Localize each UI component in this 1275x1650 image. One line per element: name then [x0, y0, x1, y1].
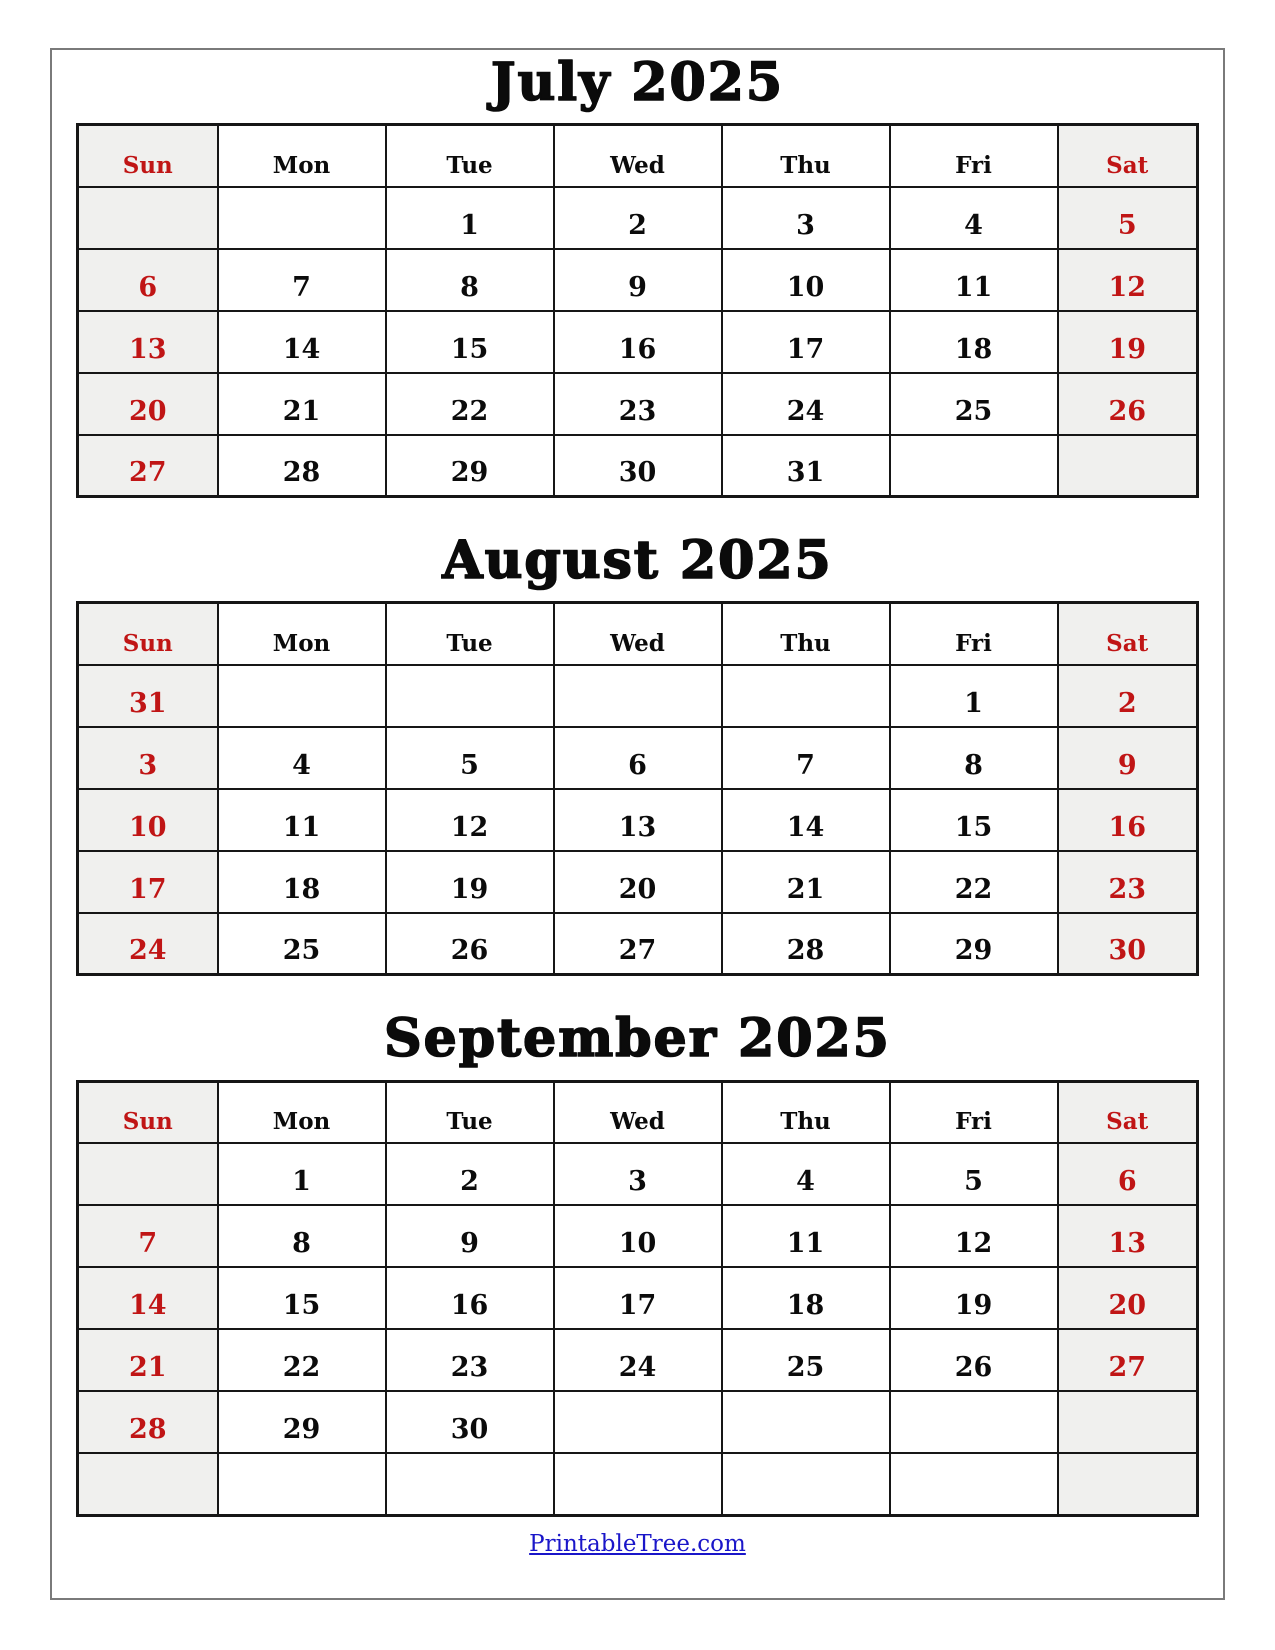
week-row — [78, 789, 1198, 851]
day-cell-4: 4 — [218, 727, 386, 789]
day-cell-13: 13 — [1058, 1205, 1198, 1267]
week-row — [78, 435, 1198, 497]
week-row — [78, 1329, 1198, 1391]
day-cell-9: 9 — [1058, 727, 1198, 789]
week-row — [78, 913, 1198, 975]
day-cell-2: 2 — [554, 187, 722, 249]
day-cell-empty — [386, 1453, 554, 1515]
day-cell-30: 30 — [554, 435, 722, 497]
day-cell-empty — [722, 665, 890, 727]
day-cell-24: 24 — [78, 913, 218, 975]
day-cell-empty — [78, 1453, 218, 1515]
day-cell-empty — [890, 435, 1058, 497]
day-cell-18: 18 — [722, 1267, 890, 1329]
day-cell-11: 11 — [890, 249, 1058, 311]
day-cell-22: 22 — [218, 1329, 386, 1391]
calendar-table-august — [76, 601, 1199, 976]
month-title-september: September 2025 — [384, 1008, 891, 1070]
month-section-august — [52, 532, 1223, 976]
weekday-header-thu: Thu — [722, 603, 890, 665]
day-cell-15: 15 — [386, 311, 554, 373]
day-cell-19: 19 — [1058, 311, 1198, 373]
day-cell-1: 1 — [890, 665, 1058, 727]
day-cell-empty — [722, 1453, 890, 1515]
day-cell-29: 29 — [218, 1391, 386, 1453]
day-cell-7: 7 — [722, 727, 890, 789]
week-row — [78, 187, 1198, 249]
day-cell-22: 22 — [386, 373, 554, 435]
weekday-header-wed: Wed — [554, 603, 722, 665]
weekday-header-mon: Mon — [218, 603, 386, 665]
weekday-header-sat: Sat — [1058, 125, 1198, 187]
day-cell-23: 23 — [1058, 851, 1198, 913]
day-cell-12: 12 — [890, 1205, 1058, 1267]
day-cell-20: 20 — [78, 373, 218, 435]
day-cell-3: 3 — [554, 1143, 722, 1205]
day-cell-15: 15 — [890, 789, 1058, 851]
day-cell-empty — [78, 1143, 218, 1205]
day-cell-17: 17 — [554, 1267, 722, 1329]
month-title-july: July 2025 — [490, 52, 785, 113]
day-cell-24: 24 — [554, 1329, 722, 1391]
day-cell-6: 6 — [554, 727, 722, 789]
day-cell-11: 11 — [218, 789, 386, 851]
week-row — [78, 1267, 1198, 1329]
weekday-header-sun: Sun — [78, 1081, 218, 1143]
day-cell-empty — [218, 665, 386, 727]
weekday-header-thu: Thu — [722, 1081, 890, 1143]
day-cell-11: 11 — [722, 1205, 890, 1267]
calendar-table-september — [76, 1080, 1199, 1517]
day-cell-21: 21 — [722, 851, 890, 913]
day-cell-26: 26 — [890, 1329, 1058, 1391]
month-section-september — [52, 1010, 1223, 1516]
day-cell-31: 31 — [78, 665, 218, 727]
day-cell-empty — [78, 187, 218, 249]
day-cell-6: 6 — [78, 249, 218, 311]
day-cell-23: 23 — [386, 1329, 554, 1391]
day-cell-2: 2 — [1058, 665, 1198, 727]
day-cell-2: 2 — [386, 1143, 554, 1205]
day-cell-3: 3 — [78, 727, 218, 789]
week-row — [78, 311, 1198, 373]
day-cell-1: 1 — [218, 1143, 386, 1205]
day-cell-29: 29 — [890, 913, 1058, 975]
day-cell-21: 21 — [218, 373, 386, 435]
day-cell-17: 17 — [78, 851, 218, 913]
week-row — [78, 1143, 1198, 1205]
day-cell-empty — [890, 1391, 1058, 1453]
week-row — [78, 249, 1198, 311]
day-cell-4: 4 — [890, 187, 1058, 249]
day-cell-12: 12 — [386, 789, 554, 851]
day-cell-27: 27 — [78, 435, 218, 497]
day-cell-26: 26 — [1058, 373, 1198, 435]
day-cell-23: 23 — [554, 373, 722, 435]
day-cell-7: 7 — [78, 1205, 218, 1267]
day-cell-20: 20 — [554, 851, 722, 913]
day-cell-19: 19 — [890, 1267, 1058, 1329]
day-cell-20: 20 — [1058, 1267, 1198, 1329]
day-cell-25: 25 — [722, 1329, 890, 1391]
day-cell-22: 22 — [890, 851, 1058, 913]
day-cell-28: 28 — [78, 1391, 218, 1453]
day-cell-3: 3 — [722, 187, 890, 249]
day-cell-15: 15 — [218, 1267, 386, 1329]
calendar-table-july — [76, 123, 1199, 498]
weekday-header-tue: Tue — [386, 125, 554, 187]
month-title-august: August 2025 — [442, 530, 833, 592]
calendar-page — [50, 48, 1225, 1600]
day-cell-26: 26 — [386, 913, 554, 975]
day-cell-21: 21 — [78, 1329, 218, 1391]
day-cell-14: 14 — [218, 311, 386, 373]
day-cell-14: 14 — [78, 1267, 218, 1329]
day-cell-25: 25 — [218, 913, 386, 975]
week-row — [78, 851, 1198, 913]
day-cell-empty — [890, 1453, 1058, 1515]
day-cell-10: 10 — [78, 789, 218, 851]
week-row — [78, 665, 1198, 727]
day-cell-17: 17 — [722, 311, 890, 373]
day-cell-empty — [722, 1391, 890, 1453]
weekday-header-fri: Fri — [890, 125, 1058, 187]
day-cell-18: 18 — [890, 311, 1058, 373]
weekday-header-wed: Wed — [554, 1081, 722, 1143]
weekday-header-mon: Mon — [218, 125, 386, 187]
day-cell-empty — [554, 665, 722, 727]
day-cell-16: 16 — [1058, 789, 1198, 851]
weekday-header-mon: Mon — [218, 1081, 386, 1143]
week-row — [78, 727, 1198, 789]
week-row — [78, 373, 1198, 435]
day-cell-1: 1 — [386, 187, 554, 249]
day-cell-7: 7 — [218, 249, 386, 311]
day-cell-4: 4 — [722, 1143, 890, 1205]
day-cell-14: 14 — [722, 789, 890, 851]
footer — [52, 1531, 1223, 1557]
day-cell-16: 16 — [386, 1267, 554, 1329]
weekday-header-sat: Sat — [1058, 603, 1198, 665]
day-cell-19: 19 — [386, 851, 554, 913]
day-cell-24: 24 — [722, 373, 890, 435]
week-row — [78, 1205, 1198, 1267]
weekday-header-tue: Tue — [386, 603, 554, 665]
day-cell-25: 25 — [890, 373, 1058, 435]
day-cell-8: 8 — [386, 249, 554, 311]
day-cell-empty — [218, 187, 386, 249]
day-cell-12: 12 — [1058, 249, 1198, 311]
weekday-header-thu: Thu — [722, 125, 890, 187]
day-cell-empty — [554, 1391, 722, 1453]
day-cell-empty — [554, 1453, 722, 1515]
day-cell-27: 27 — [1058, 1329, 1198, 1391]
footer-link[interactable]: PrintableTree.com — [529, 1530, 746, 1557]
day-cell-5: 5 — [386, 727, 554, 789]
weekday-header-sun: Sun — [78, 603, 218, 665]
day-cell-9: 9 — [386, 1205, 554, 1267]
day-cell-8: 8 — [890, 727, 1058, 789]
day-cell-13: 13 — [554, 789, 722, 851]
day-cell-28: 28 — [722, 913, 890, 975]
day-cell-empty — [1058, 1391, 1198, 1453]
weekday-header-tue: Tue — [386, 1081, 554, 1143]
day-cell-6: 6 — [1058, 1143, 1198, 1205]
day-cell-5: 5 — [890, 1143, 1058, 1205]
day-cell-18: 18 — [218, 851, 386, 913]
day-cell-empty — [1058, 1453, 1198, 1515]
day-cell-28: 28 — [218, 435, 386, 497]
day-cell-29: 29 — [386, 435, 554, 497]
day-cell-empty — [218, 1453, 386, 1515]
day-cell-13: 13 — [78, 311, 218, 373]
day-cell-30: 30 — [1058, 913, 1198, 975]
weekday-header-fri: Fri — [890, 1081, 1058, 1143]
day-cell-30: 30 — [386, 1391, 554, 1453]
day-cell-16: 16 — [554, 311, 722, 373]
weekday-header-sat: Sat — [1058, 1081, 1198, 1143]
weekday-header-fri: Fri — [890, 603, 1058, 665]
day-cell-empty — [386, 665, 554, 727]
week-row — [78, 1453, 1198, 1515]
day-cell-5: 5 — [1058, 187, 1198, 249]
day-cell-9: 9 — [554, 249, 722, 311]
week-row — [78, 1391, 1198, 1453]
weekday-header-sun: Sun — [78, 125, 218, 187]
day-cell-10: 10 — [722, 249, 890, 311]
day-cell-31: 31 — [722, 435, 890, 497]
day-cell-10: 10 — [554, 1205, 722, 1267]
month-section-july — [52, 54, 1223, 498]
day-cell-empty — [1058, 435, 1198, 497]
day-cell-8: 8 — [218, 1205, 386, 1267]
day-cell-27: 27 — [554, 913, 722, 975]
weekday-header-wed: Wed — [554, 125, 722, 187]
